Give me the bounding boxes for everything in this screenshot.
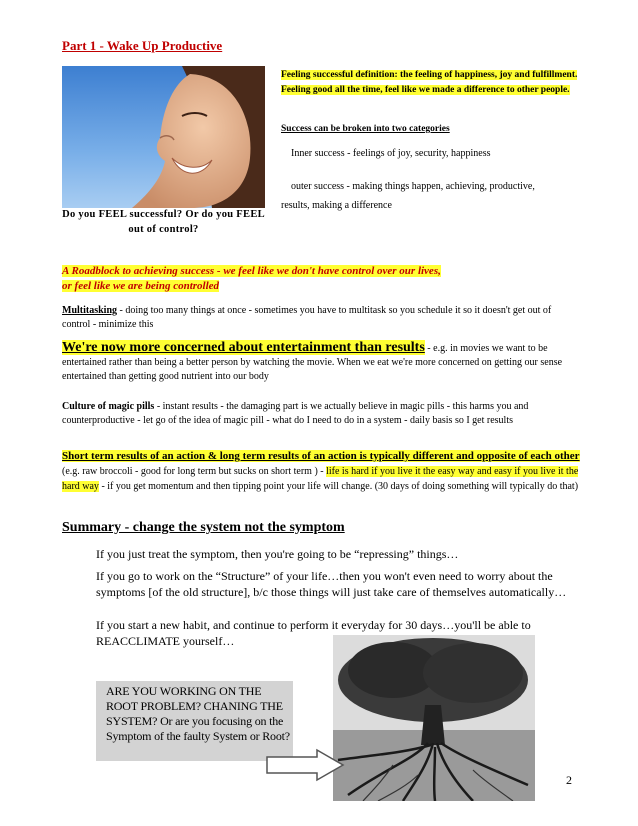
- short-long-paragraph: Short term results of an action & long term results of an action is typically different and opposite of each other (e.g. raw broccoli - good for long term but sucks on short term ) - life is hard if you live it the easy way and easy if you live it the hard way - if you get momentum and then tipping point your life will change. (30 days of doing something will typically do that): [62, 450, 580, 492]
- outer-success-cont: results, making a difference: [281, 200, 392, 211]
- entertainment-heading: We're now more concerned about entertainment than results: [62, 340, 425, 355]
- roadblock-line-2: or feel like we are being controlled: [62, 280, 220, 292]
- summary-point-2: If you go to work on the “Structure” of your life…then you won't even need to worry about the symptoms [of the old structure], b/c those things will just take care of themselves automatically…: [96, 569, 567, 599]
- success-definition: Feeling successful definition: the feeling of happiness, joy and fulfillment. Feeling good all the time, feel like we made a difference to other people.: [281, 70, 578, 95]
- categories-heading: Success can be broken into two categories: [281, 124, 450, 134]
- magic-pills-term: Culture of magic pills: [62, 401, 155, 412]
- photo-caption: Do you FEEL successful? Or do you FEEL out of control?: [62, 209, 265, 235]
- roadblock-heading: [62, 264, 582, 294]
- short-long-highlight: life is hard if you live it the easy way and easy if you live it the hard way: [62, 466, 579, 492]
- short-long-heading: Short term results of an action & long term results of an action is typically different and opposite of each other: [62, 450, 580, 462]
- summary-point-1: If you just treat the symptom, then you're going to be “repressing” things…: [96, 547, 459, 561]
- multitasking-term: Multitasking: [62, 305, 118, 316]
- woman-photo: [62, 66, 265, 208]
- page-title: Part 1 - Wake Up Productive: [62, 38, 223, 53]
- magic-pills-paragraph: Culture of magic pills - instant results - the damaging part is we actually believe in magic pills - this harms you and counterproductive - let go of the idea of magic pill - what do I need to do in a system - daily basis so I get results: [62, 401, 529, 426]
- page-number: 2: [566, 773, 572, 787]
- inner-success: Inner success - feelings of joy, security, happiness: [291, 148, 491, 159]
- right-arrow-icon: [265, 748, 345, 782]
- summary-point-3: If you start a new habit, and continue to perform it everyday for 30 days…you'll be able to REACCLIMATE yourself…: [96, 618, 531, 648]
- outer-success: outer success - making things happen, achieving, productive,: [291, 181, 535, 192]
- callout-text: ARE YOU WORKING ON THE ROOT PROBLEM? CHANING THE SYSTEM? Or are you focusing on the Symptom of the faulty System or Root?: [106, 684, 290, 743]
- roadblock-line-1: A Roadblock to achieving success - we feel like we don't have control over our lives,: [62, 265, 441, 277]
- multitasking-paragraph: Multitasking - doing too many things at once - sometimes you have to multitask so you schedule it so it doesn't get out of control - minimize this: [62, 305, 552, 330]
- summary-heading: Summary - change the system not the symptom: [62, 520, 345, 535]
- tree-roots-image: [333, 635, 535, 801]
- entertainment-paragraph: We're now more concerned about entertainment than results - e.g. in movies we want to be entertained rather than being a better person by watching the movie. When we eat we're more concerned on getting our sense entertained than getting good nutrient into our body: [62, 340, 563, 382]
